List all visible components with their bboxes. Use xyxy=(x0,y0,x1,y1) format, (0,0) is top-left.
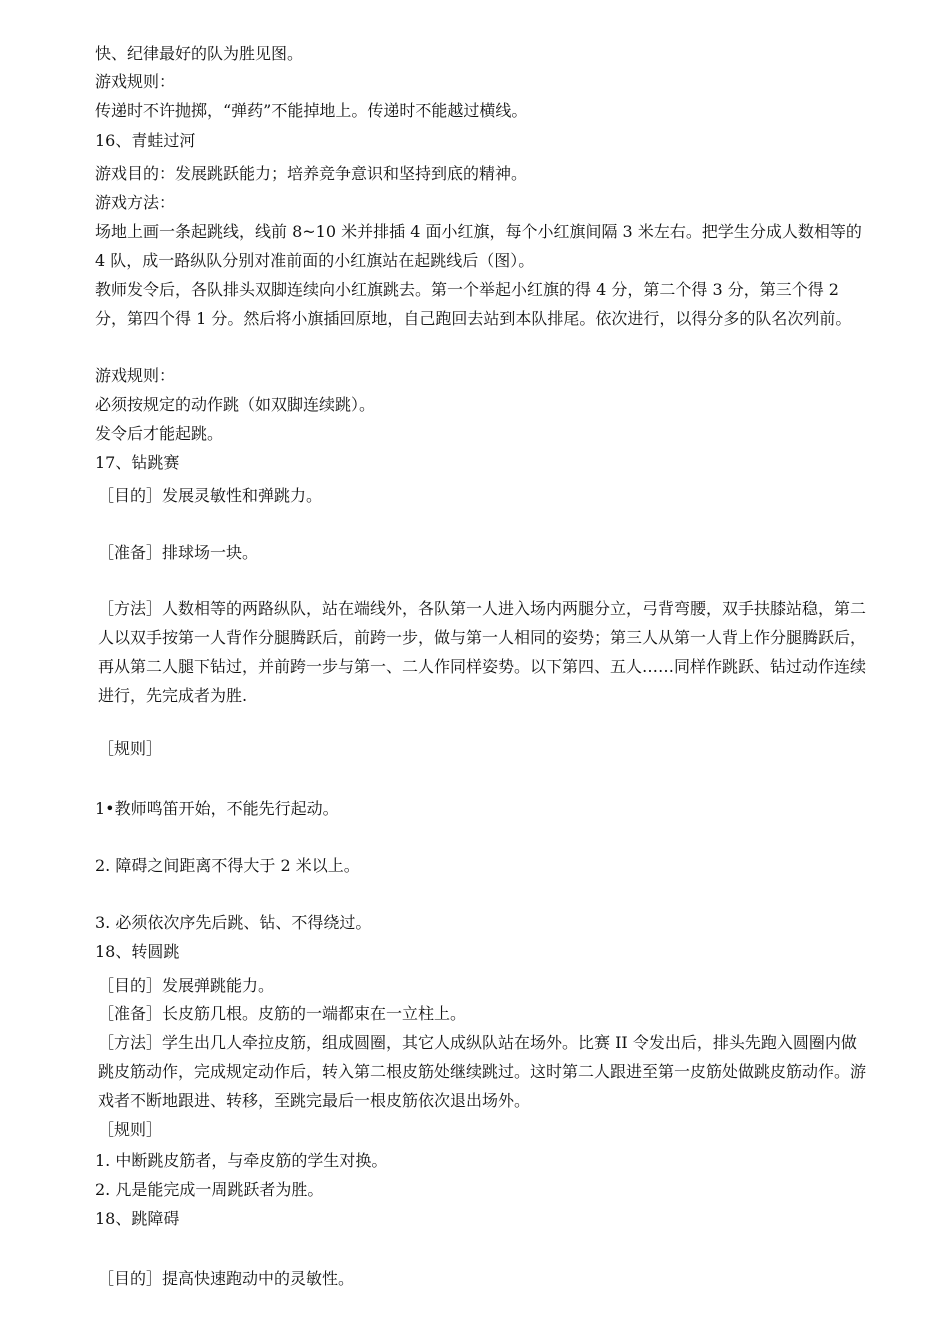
list-item: 3. 必须依次序先后跳、钻、不得绕过。 xyxy=(95,913,372,932)
text-line: ［规则］ xyxy=(98,739,163,758)
text-line: ［规则］ xyxy=(98,1120,163,1139)
paragraph: ［方法］学生出几人牵拉皮筋，组成圆圈，其它人成纵队站在场外。比赛 II 令发出后，排头先跑入圆圈内做跳皮筋动作，完成规定动作后，转入第二根皮筋处继续跳过。这时第二人跟进至第一皮筋处做跳皮筋动作。游戏者不断地跟进、转移，至跳完最后一根皮筋依次退出场外。 xyxy=(98,1033,867,1110)
section-heading: 18、转圆跳 xyxy=(95,942,180,961)
text-line: 游戏目的：发展跳跃能力；培养竞争意识和坚持到底的精神。 xyxy=(95,164,528,183)
text-line: 游戏规则： xyxy=(95,72,176,91)
text-line: ［准备］长皮筋几根。皮筋的一端都束在一立柱上。 xyxy=(98,1004,467,1023)
section-heading: 17、钻跳赛 xyxy=(95,453,180,472)
text-line: 游戏规则： xyxy=(95,366,176,385)
text-line: 发令后才能起跳。 xyxy=(95,424,224,443)
text-line: ［目的］提高快速跑动中的灵敏性。 xyxy=(98,1269,355,1288)
text-line: 快、纪律最好的队为胜见图。 xyxy=(95,44,304,63)
paragraph: 场地上画一条起跳线，线前 8~10 米并排插 4 面小红旗，每个小红旗间隔 3 米左右。把学生分成人数相等的 4 队，成一路纵队分别对准前面的小红旗站在起跳线后（图）。 xyxy=(95,222,862,270)
text-line: 必须按规定的动作跳（如双脚连续跳）。 xyxy=(95,395,376,414)
text-line: ［目的］发展弹跳能力。 xyxy=(98,976,275,995)
section-heading: 18、跳障碍 xyxy=(95,1209,180,1228)
list-item: 1•教师鸣笛开始，不能先行起动。 xyxy=(95,799,339,818)
paragraph: 教师发令后，各队排头双脚连续向小红旗跳去。第一个举起小红旗的得 4 分，第二个得 3 分，第三个得 2 分，第四个得 1 分。然后将小旗插回原地，自己跑回去站到本队排尾。依次进行，以得分多的队名次列前。 xyxy=(95,280,852,328)
list-item: 1. 中断跳皮筋者，与牵皮筋的学生对换。 xyxy=(95,1151,388,1170)
text-line: 游戏方法： xyxy=(95,193,176,212)
list-item: 2. 凡是能完成一周跳跃者为胜。 xyxy=(95,1180,324,1199)
text-line: ［准备］排球场一块。 xyxy=(98,543,259,562)
list-item: 2. 障碍之间距离不得大于 2 米以上。 xyxy=(95,856,360,875)
text-line: 传递时不许抛掷，“弹药”不能掉地上。传递时不能越过横线。 xyxy=(95,101,528,120)
paragraph: ［方法］人数相等的两路纵队，站在端线外，各队第一人进入场内两腿分立，弓背弯腰，双手扶膝站稳，第二人以双手按第一人背作分腿腾跃后，前跨一步，做与第一人相同的姿势；第三人从第一人背上作分腿腾跃后，再从第二人腿下钻过，并前跨一步与第一、二人作同样姿势。以下第四、五人……同样作跳跃、钻过动作连续进行，先完成者为胜. xyxy=(98,599,867,705)
text-line: ［目的］发展灵敏性和弹跳力。 xyxy=(98,486,323,505)
section-heading: 16、青蛙过河 xyxy=(95,131,196,150)
